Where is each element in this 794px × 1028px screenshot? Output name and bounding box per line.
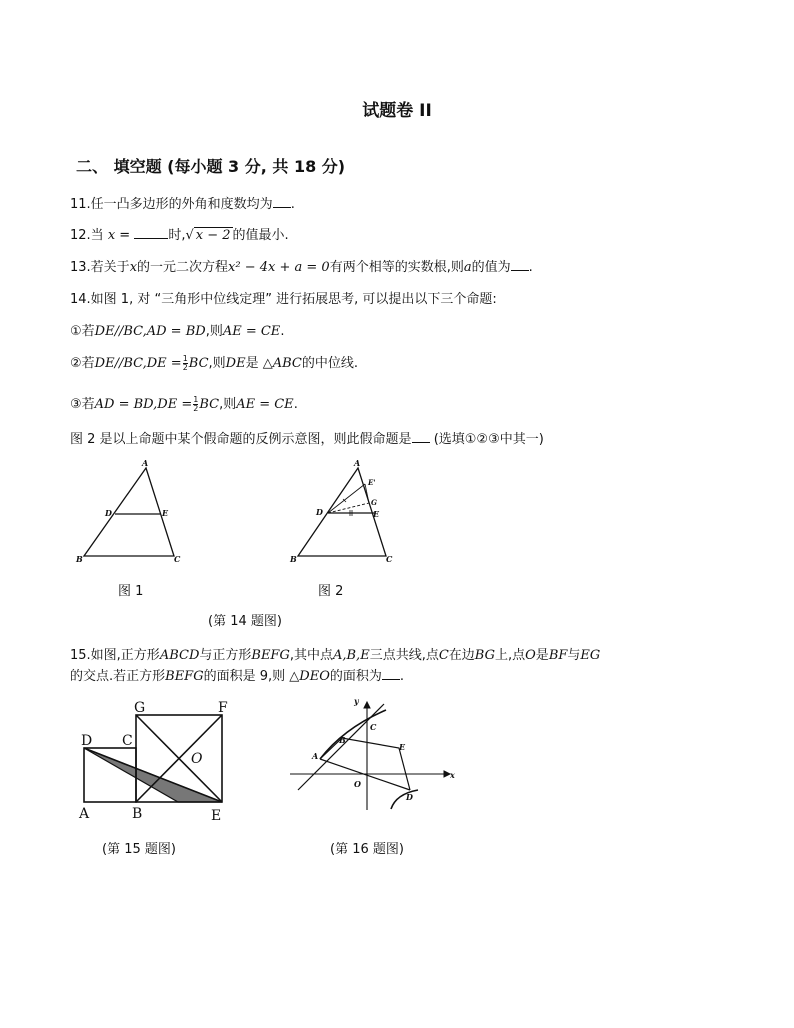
q14-ask-b: (选填①②③中其一) [433, 432, 544, 447]
label-e: E [373, 509, 380, 519]
q13-suffix: 的值为 [471, 260, 511, 275]
label-e: E [211, 808, 222, 824]
hyperbola-branch-lower [391, 790, 418, 809]
p1-num: ①若 [70, 324, 95, 339]
q11-text: 11.任一凸多边形的外角和度数均为 [70, 197, 273, 212]
label-e: E [399, 742, 406, 752]
q11-end: . [290, 197, 295, 212]
p1-concl: AE = CE [222, 324, 281, 339]
q12-suffix: 的值最小. [232, 228, 289, 243]
question-15-line1: 15.如图,正方形ABCD与正方形BEFG,其中点A,B,E三点共线,点C在边BG上,点O是BF与EG [70, 648, 601, 663]
label-x: x [450, 770, 455, 780]
proposition-2 [70, 352, 358, 372]
p2-is: 是 [245, 356, 259, 371]
section-heading: 二、 填空题 (每小题 3 分, 共 18 分) [76, 157, 346, 176]
label-a: A [142, 458, 149, 468]
figure-15-caption: (第 15 题图) [102, 842, 176, 857]
label-g: G [134, 700, 146, 716]
p2-then: ,则 [208, 356, 226, 371]
p2-de: DE [225, 356, 246, 371]
label-a: A [312, 751, 319, 761]
label-g: G [371, 498, 377, 507]
figure-2-caption: 图 2 [318, 584, 344, 599]
question-15-line2: 的交点.若正方形BEFG的面积是 9,则 △DEO的面积为 . [70, 669, 405, 684]
label-b: B [132, 806, 143, 822]
answer-blank [382, 667, 400, 680]
p2-bc: BC [188, 356, 209, 371]
q12-eq: = [115, 228, 135, 243]
figure-15 [70, 695, 245, 830]
q13-end: . [528, 260, 533, 275]
figure-2 [284, 458, 404, 573]
question-13 [70, 256, 533, 275]
label-b: B [76, 554, 83, 564]
label-a: A [79, 806, 90, 822]
q13-equation: x² − 4x + a = 0 [228, 260, 330, 275]
label-d: D [105, 508, 112, 518]
p3-concl: AE = CE [236, 397, 294, 412]
label-c: C [122, 733, 133, 749]
label-e-prime: E' [368, 478, 376, 487]
p2-end: 的中位线. [301, 356, 359, 371]
proposition-3 [70, 393, 298, 413]
label-a: A [354, 458, 361, 468]
square-abcd [84, 748, 136, 802]
q13-mid2: 有两个相等的实数根,则 [329, 260, 464, 275]
p3-num: ③若 [70, 397, 95, 412]
radical-sign: √ [185, 228, 194, 243]
label-f: F [218, 700, 228, 716]
q13-mid: 的一元二次方程 [137, 260, 229, 275]
segment-de-prime [328, 484, 365, 513]
fraction-half: $\frac{1}{2}$ [193, 395, 199, 413]
p2-num: ②若 [70, 356, 95, 371]
answer-blank [412, 430, 430, 443]
q12-mid: 时, [168, 228, 186, 243]
fraction-half: $\frac{1}{2}$ [182, 354, 188, 372]
p3-cond: AD = BD,DE = [94, 397, 193, 412]
label-d: D [406, 792, 413, 802]
q12-radicand: x − 2 [195, 228, 231, 243]
q13-prefix: 13.若关于 [70, 260, 130, 275]
label-y: y [354, 696, 359, 706]
y-axis-arrow [364, 702, 370, 708]
q14-ask-a: 图 2 是以上命题中某个假命题的反例示意图，则此假命题是 [70, 432, 412, 447]
q13-var: x [129, 260, 138, 275]
triangle-abc [84, 468, 174, 556]
label-b: B [339, 735, 346, 745]
label-d: D [81, 733, 93, 749]
q12-prefix: 12.当 [70, 228, 104, 243]
label-o: O [191, 751, 203, 767]
p1-then: ,则 [205, 324, 223, 339]
p2-cond: DE//BC,DE = [94, 356, 182, 371]
p1-cond: DE//BC,AD = BD [94, 324, 206, 339]
label-d: D [316, 507, 323, 517]
question-14-ask [70, 428, 544, 447]
question-14-intro: 14.如图 1, 对 “三角形中位线定理” 进行拓展思考, 可以提出以下三个命题: [70, 292, 497, 307]
page-title: 试题卷 II [362, 101, 432, 121]
figure-1 [70, 458, 200, 573]
q12-var: x [107, 228, 116, 243]
p3-then: ,则 [219, 397, 237, 412]
p1-end: . [280, 324, 285, 339]
label-c: C [386, 554, 393, 564]
label-b: B [290, 554, 297, 564]
question-12 [70, 224, 289, 243]
answer-blank [273, 195, 291, 208]
figure-16 [284, 692, 464, 817]
question-11 [70, 193, 295, 212]
label-o: O [354, 779, 361, 789]
label-e: E [162, 508, 169, 518]
label-c: C [174, 554, 181, 564]
proposition-1 [70, 320, 284, 339]
answer-blank [511, 258, 529, 271]
q13-var2: a [463, 260, 472, 275]
p3-end: . [293, 397, 298, 412]
p2-tri: △ABC [262, 356, 302, 371]
p3-bc: BC [199, 397, 220, 412]
label-c: C [370, 722, 377, 732]
figure-16-caption: (第 16 题图) [330, 842, 404, 857]
figure-14-caption: (第 14 题图) [208, 614, 282, 629]
answer-blank [134, 226, 168, 239]
figure-1-caption: 图 1 [118, 584, 144, 599]
